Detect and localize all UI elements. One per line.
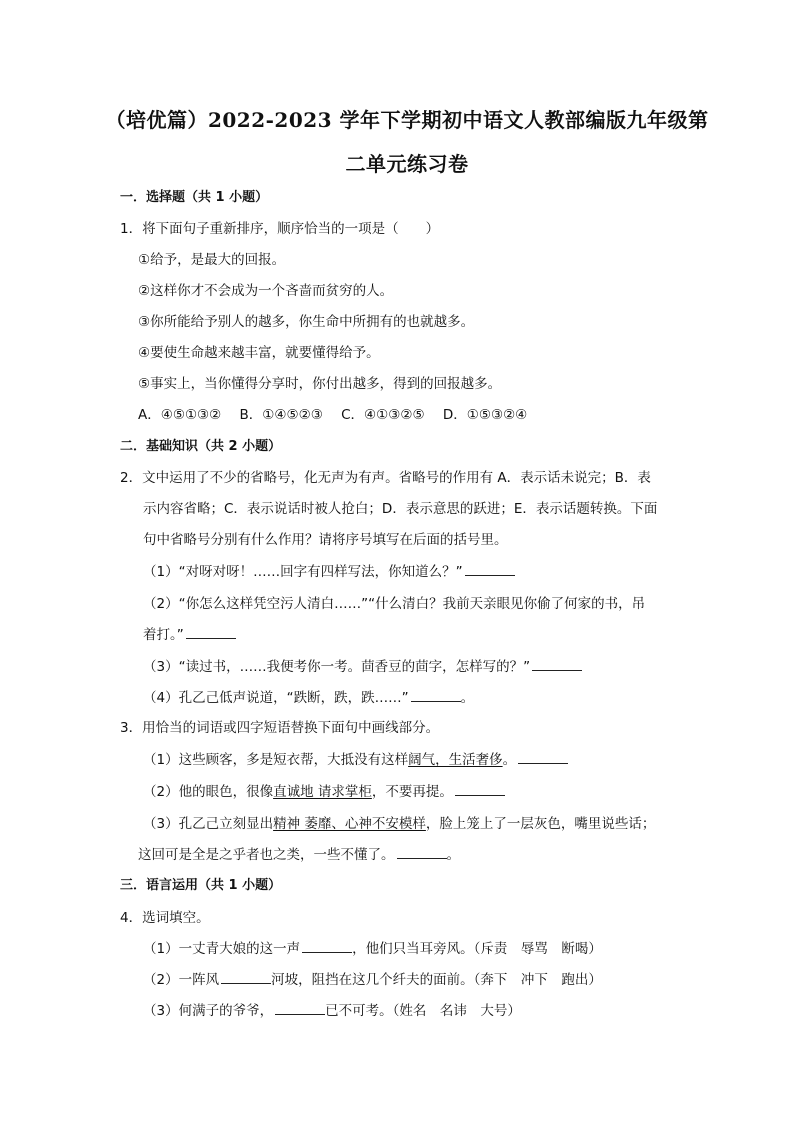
question-2-stem: 2．文中运用了不少的省略号，化无声为有声。省略号的作用有 A．表示话未说完；B．表: [120, 470, 651, 486]
period: 。: [460, 690, 475, 706]
answer-blank[interactable]: [275, 1003, 325, 1015]
answer-blank[interactable]: [465, 564, 515, 576]
answer-blank[interactable]: [455, 784, 505, 796]
question-4-part: [143, 999, 521, 1019]
question-4-part: [143, 937, 602, 957]
question-3-part-text: 。: [502, 752, 517, 768]
answer-blank[interactable]: [221, 972, 271, 984]
question-3-part-text: （3）孔乙己立刻显出: [143, 816, 274, 832]
question-2-part: [143, 623, 236, 643]
question-3-part: [143, 812, 655, 832]
question-4-part-text: 已不可考。（姓名 名讳 大号）: [325, 1003, 521, 1019]
question-2-part: [143, 560, 515, 580]
answer-blank[interactable]: [411, 690, 461, 702]
question-4-part-text: （3）何满子的爷爷，: [143, 1003, 274, 1019]
question-2-part: [143, 686, 474, 706]
question-3-part-text: ，不要再提。: [371, 784, 453, 800]
question-4-stem: 4．选词填空。: [120, 910, 210, 926]
answer-blank[interactable]: [518, 752, 568, 764]
question-2-part: [143, 655, 582, 675]
question-1-options: [138, 403, 541, 423]
underlined-phrase: 精神 萎靡、心神不安模样: [273, 816, 426, 832]
question-1-stem: 1．将下面句子重新排序，顺序恰当的一项是（ ）: [120, 221, 440, 237]
option-a[interactable]: A．④⑤①③②: [138, 407, 222, 423]
title-line-2: 二单元练习卷: [345, 152, 469, 176]
section-heading-language-use: 三．语言运用（共 1 小题）: [120, 878, 282, 893]
question-4-part-text: （1）一丈青大娘的这一声: [143, 941, 301, 957]
question-3-part-text: （1）这些顾客，多是短衣帮，大抵没有这样: [143, 752, 409, 768]
question-2-part-text: （4）孔乙己低声说道，“跌断，跌，跌……”: [143, 690, 409, 706]
question-1-item: ②这样你才不会成为一个吝啬而贫穷的人。: [138, 283, 394, 299]
question-3-part-text: ，脸上笼上了一层灰色，嘴里说些话；: [425, 816, 656, 832]
question-3-part-text: 这回可是全是之乎者也之类，一些不懂了。: [138, 847, 395, 863]
section-heading-basics: 二．基础知识（共 2 小题）: [120, 439, 282, 454]
question-4-part-text: （2）一阵风: [143, 972, 220, 988]
option-d[interactable]: D．①⑤③②④: [442, 407, 528, 423]
answer-blank[interactable]: [186, 627, 236, 639]
question-2-part: （2）“你怎么这样凭空污人清白……”“什么清白？我前天亲眼见你偷了何家的书，吊: [143, 596, 646, 612]
underlined-phrase: 阔气，生活奢侈: [408, 752, 503, 768]
question-2-part-text: 着打。”: [143, 627, 184, 643]
underlined-phrase: 直诚地 请求掌柜: [273, 784, 372, 800]
title-line-1: （培优篇）2022-2023 学年下学期初中语文人教部编版九年级第: [105, 108, 709, 132]
period: 。: [446, 847, 460, 863]
question-3-part: [138, 843, 460, 863]
question-2-part-text: （3）“读过书，……我便考你一考。茴香豆的茴字，怎样写的？”: [143, 659, 531, 675]
option-b[interactable]: B．①④⑤②③: [239, 407, 323, 423]
question-3-part-text: （2）他的眼色，很像: [143, 784, 274, 800]
question-1-item: ①给予，是最大的回报。: [138, 252, 286, 268]
question-1-item: ④要使生命越来越丰富，就要懂得给予。: [138, 345, 380, 361]
question-2-stem: 句中省略号分别有什么作用？请将序号填写在后面的括号里。: [143, 532, 508, 548]
question-3-part: [143, 748, 568, 768]
question-4-part: [143, 968, 602, 988]
question-4-part-text: ，他们只当耳旁风。（斥责 辱骂 断喝）: [352, 941, 602, 957]
question-3-part: [143, 780, 505, 800]
answer-blank[interactable]: [302, 941, 352, 953]
question-1-item: ⑤事实上，当你懂得分享时，你付出越多，得到的回报越多。: [138, 376, 502, 392]
question-3-stem: 3．用恰当的词语或四字短语替换下面句中画线部分。: [120, 720, 440, 736]
question-2-stem: 示内容省略；C．表示说话时被人抢白；D．表示意思的跃进；E．表示话题转换。下面: [143, 501, 658, 517]
question-2-part-text: （1）“对呀对呀！……回字有四样写法，你知道么？”: [143, 564, 463, 580]
question-4-part-text: 河坡，阻挡在这几个纤夫的面前。（奔下 冲下 跑出）: [271, 972, 602, 988]
section-heading-choice: 一．选择题（共 1 小题）: [120, 190, 269, 205]
answer-blank[interactable]: [397, 847, 447, 859]
answer-blank[interactable]: [532, 659, 582, 671]
question-1-item: ③你所能给予别人的越多，你生命中所拥有的也就越多。: [138, 314, 475, 330]
option-c[interactable]: C．④①③②⑤: [341, 407, 425, 423]
